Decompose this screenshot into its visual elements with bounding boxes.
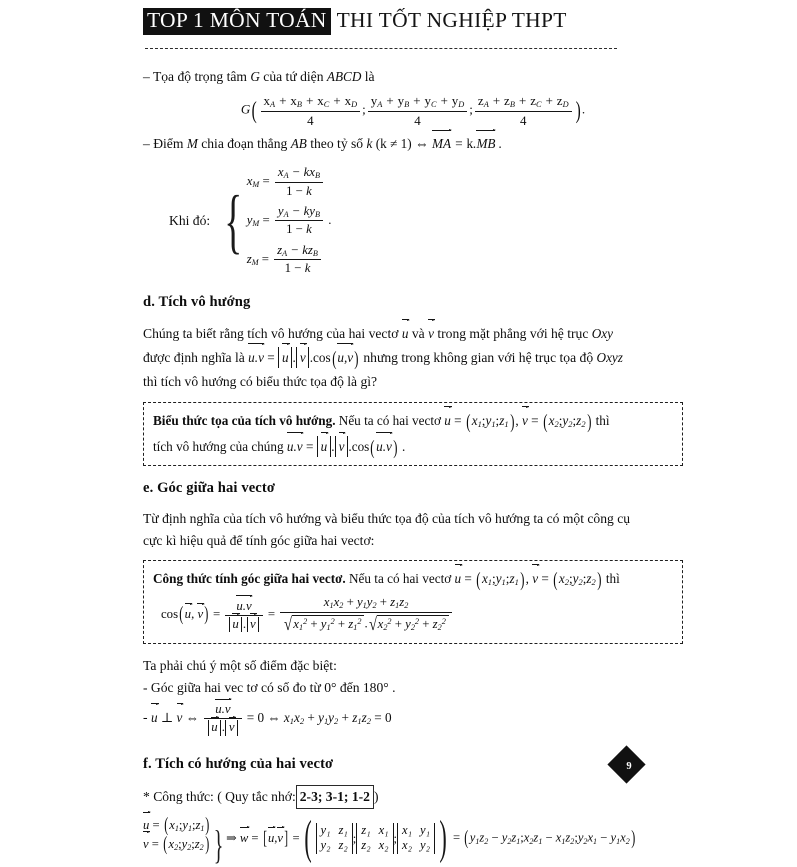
angle-para-1: Từ định nghĩa của tích vô hướng và biểu thức tọa độ của tích vô hướng ta có một công cụ: [143, 511, 631, 527]
heading-d-dot-product: d. Tích vô hướng: [143, 293, 251, 310]
dot-p2b: nhưng trong không gian với hệ trục tọa độ: [363, 349, 594, 365]
division-prefix: – Điểm: [143, 136, 184, 152]
division-cond: (k ≠ 1): [375, 136, 412, 152]
page-content: [143, 8, 683, 867]
heading-e-angle: e. Góc giữa hai vectơ: [143, 480, 276, 497]
header-title: [143, 8, 683, 35]
det3-r2c2: y₂: [420, 838, 430, 853]
dot-product-callout-box: [143, 402, 683, 466]
angle-box-line-1: [153, 568, 673, 590]
centroid-g-label: G: [240, 101, 251, 117]
angle-box-lead: Nếu ta có hai vectơ: [349, 571, 452, 587]
khi-do-label: Khi đó:: [169, 212, 211, 228]
angle-callout-box: [143, 560, 683, 644]
angle-box-u-def: $u = (x_1;y_1;z_1)$,: [454, 569, 529, 592]
dot-oxy: Oxy: [591, 325, 614, 341]
system-row-x: $x_M$ = $\frac{x_A - kx_B}{1 - k}$: [247, 162, 332, 201]
division-iff: ⇔: [415, 136, 429, 152]
header-divider: [145, 48, 617, 49]
det3-r1c1: x₁: [402, 822, 413, 837]
dot-box-line-2: [153, 436, 673, 457]
angle-frac-definition: $\frac{u.v}{u . v}$: [225, 599, 262, 632]
determinant-2: [356, 823, 393, 855]
det1-r2c2: z₂: [338, 838, 348, 853]
angle-note2-perp: u ⊥ v ⇔: [151, 710, 199, 725]
det2-r1c1: z₁: [361, 822, 371, 837]
det-sep-1: ;: [352, 831, 357, 846]
heading-f-cross-product: f. Tích có hướng của hai vectơ: [143, 755, 334, 772]
cross-u-def: $u = (x_1;y_1;z_1)$: [143, 814, 210, 836]
cross-brace: }: [213, 822, 224, 867]
angle-box-v-def: $v = (x_2;y_2;z_2)$: [532, 569, 602, 592]
cross-v-def: $v = (x_2;y_2;z_2)$: [143, 834, 209, 856]
division-k: k: [366, 136, 373, 152]
angle-note-1: - Góc giữa hai vec tơ có số đo từ 0° đến 180° .: [143, 680, 396, 696]
division-seg-ab: AB: [290, 136, 307, 152]
dot-box-thi: thì: [595, 412, 610, 428]
det-sep-2: ;: [393, 831, 398, 846]
centroid-intro-end: là: [364, 69, 375, 84]
cross-rule-box: 2-3; 3-1; 1-2: [296, 785, 374, 809]
division-result: MA = k.MB .: [432, 136, 502, 151]
dot-p2a: được định nghĩa là: [143, 349, 245, 365]
system-row-y: $y_M$ = $\frac{y_A - ky_B}{1 - k}$ .: [246, 203, 332, 237]
dot-box-lead: Nếu ta có hai vectơ: [338, 412, 441, 428]
page-header: [143, 8, 683, 54]
det3-r2c1: x₂: [402, 838, 413, 853]
cross-result: = ($y_1z_2$ − $y_2z_1;x_2z_1$ − $x_1z_2;y_2x_1 - y_1x_2$): [452, 827, 636, 849]
cross-implies: ⇒: [226, 830, 237, 845]
system-row-z: $z_M$ = $\frac{z_A - kz_B}{1 - k}$: [247, 240, 332, 279]
dot-product-para-1: [143, 323, 683, 345]
dot-box-v-def: $v = (x_2;y_2;z_2)$: [521, 410, 592, 433]
cross-product-formula: $u = (x_1;y_1;z_1)$ $v = (x_2;y_2;z_2)$ } ⇒ w = [u,v] = ( y₁ z₁ y₂ z₂ ; z₁ x₁ z₂ x₂ ; x₁ y₁ x₂ y₂ ) = ($y_1z_2$ − $y_2z_1;x_2z_1$ − $x_1z_2;y_2x_1 - y_1x_2$): [143, 811, 636, 867]
dot-box-line-1: [153, 410, 673, 432]
centroid-formula: G( $\frac{x_A + x_B + x_C + x_D}{4}$ ; $\frac{y_A + y_B + y_C + y_D}{4}$ ; $\frac{z_A + z_B + z_C + z_D}{4}$ ) .: [240, 93, 586, 128]
page-number-badge: [609, 747, 647, 785]
division-mid1: chia đoạn thẳng: [201, 136, 288, 152]
determinant-3: [397, 823, 435, 855]
dot-product-para-3: thì tích vô hướng có biểu thức tọa độ là gì?: [143, 373, 378, 389]
dot-vec-u: u: [402, 323, 409, 344]
cross-formula-label: * Công thức: ( Quy tắc nhớ:: [143, 788, 296, 804]
dot-box-line2-formula: u.v = u . v .cos(u.v) .: [286, 436, 406, 459]
det2-r2c1: z₂: [361, 838, 371, 853]
dot-box-line2a: tích vô hướng của chúng: [153, 438, 284, 454]
centroid-obj-abcd: ABCD: [326, 69, 362, 84]
angle-frac-coords: $\frac{x_1x_2 + y_1y_2 + z_1z_2}{√x_1^2 + y_1^2 + z_1^2 .√x_2^2 + y_2^2 + z_2^2}$: [280, 595, 451, 635]
dot-product-para-2: [143, 347, 683, 369]
det1-r2c1: y₂: [320, 838, 331, 853]
header-highlight: TOP 1 MÔN TOÁN: [143, 8, 331, 35]
angle-box-thi: thì: [605, 571, 620, 587]
cross-formula-close: ): [373, 788, 379, 804]
angle-note2-prefix: -: [143, 709, 148, 725]
division-system: [169, 162, 683, 279]
dot-p1b: và: [411, 325, 425, 341]
centroid-var-g: G: [250, 69, 260, 84]
angle-box-formula: cos(u, v) = $\frac{u.v}{u . v}$ = $\frac{x_1x_2 + y_1y_2 + z_1z_2}{√x_1^2 + y_1^2 + z_1^2 .√x_2^2 + y_2^2 + z_2^2}$: [161, 595, 673, 635]
dot-box-title: Biểu thức tọa của tích vô hướng.: [153, 412, 336, 428]
cross-determinants: ( y₁ z₁ y₂ z₂ ; z₁ x₁ z₂ x₂ ; x₁ y₁ x₂ y₂ ): [303, 811, 447, 865]
dot-p1c: trong mặt phẳng với hệ trục: [437, 325, 589, 341]
centroid-intro-mid: của tứ diện: [263, 69, 324, 84]
det2-r2c2: x₂: [378, 838, 389, 853]
det1-r1c1: y₁: [320, 822, 331, 837]
centroid-intro-text: – Tọa độ trọng tâm: [143, 69, 247, 84]
angle-note2-frac: $\frac{u.v}{u . v}$: [204, 702, 241, 735]
system-brace: {: [224, 180, 243, 261]
dot-vec-v: v: [428, 323, 434, 344]
header-plain: THI TỐT NGHIỆP THPT: [336, 8, 567, 32]
angle-para-2: cực kì hiệu quả để tính góc giữa hai vectơ:: [143, 533, 375, 549]
det1-r1c2: z₁: [338, 822, 348, 837]
division-point-line: [143, 133, 683, 155]
det3-r1c2: y₁: [420, 822, 430, 837]
det2-r1c2: x₁: [378, 822, 389, 837]
division-var-m: M: [186, 136, 198, 152]
determinant-1: [316, 823, 353, 855]
dot-p2-formula: u.v = u . v .cos(u,v): [248, 347, 359, 370]
angle-note-2: [143, 702, 683, 735]
centroid-intro: [143, 66, 683, 88]
angle-note2-tail: = 0 ⇔ $x_1x_2 + y_1y_2 + z_1z_2 = 0$: [246, 709, 392, 727]
page-number-text: 9: [626, 760, 632, 772]
angle-note-intro: Ta phải chú ý một số điểm đặc biệt:: [143, 658, 337, 674]
dot-p1a: Chúng ta biết rằng tích vô hướng của hai vectơ: [143, 325, 399, 341]
dot-oxyz: Oxyz: [596, 349, 623, 365]
dot-box-u-def: $u = (x_1;y_1;z_1)$,: [444, 410, 519, 433]
division-mid2: theo tỷ số: [310, 136, 364, 152]
angle-box-title: Công thức tính góc giữa hai vectơ.: [153, 571, 346, 587]
